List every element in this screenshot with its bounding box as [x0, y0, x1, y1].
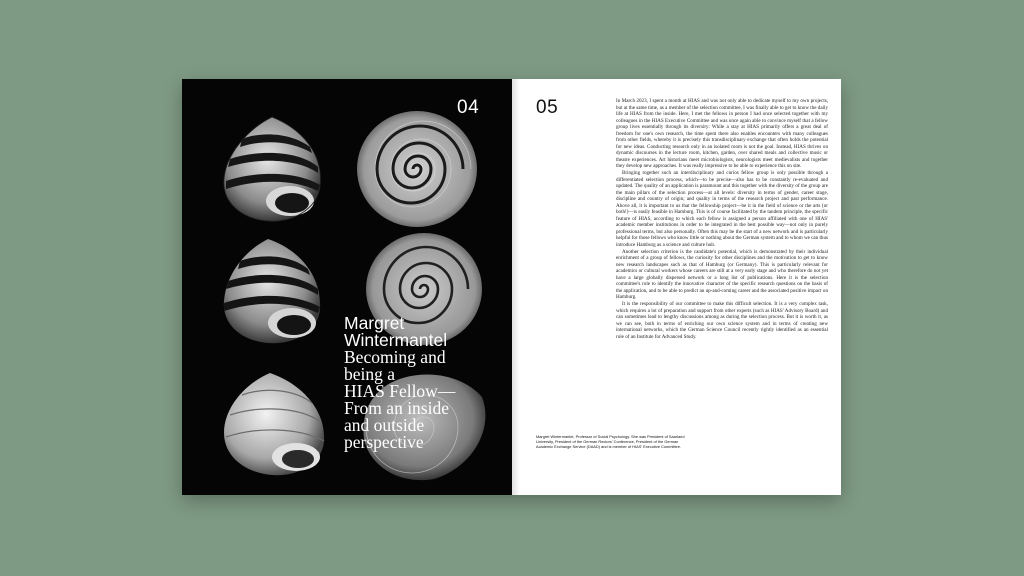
- snail-shell-pale-bottom: [212, 365, 336, 483]
- title-line: From an inside: [344, 398, 449, 418]
- title-line: perspective: [344, 432, 424, 452]
- page-number-right: 05: [536, 97, 559, 118]
- article-body: [616, 98, 828, 340]
- right-page: [512, 79, 841, 495]
- page-number-left: 04: [457, 97, 480, 118]
- author-bio: Margret Wintermantel, Professor of Social Psychology. She was President of Saarland University, President of the German Rectors' Conference, President of the German Academic Exchange Service (DAAD) and is member of HIAS' Executive Committee.: [536, 434, 685, 450]
- article-title-block: [344, 315, 509, 451]
- snail-shell-spiral-top: [352, 105, 482, 233]
- author-name: Margret Wintermantel: [344, 313, 448, 350]
- title-line: being a: [344, 364, 396, 384]
- left-page: [182, 79, 512, 495]
- body-paragraph: In March 2023, I spent a month at HIAS and was not only able to dedicate myself to my own projects, but at the same time, as a member of the selection committee, I was finally able to get to know the daily life at HIAS from the inside. Here, I met the fellows in person I had once selected together with my colleagues in the HIAS Executive Committee and was once again able to convince myself that a fellow group lives essentially through its diversity: While a stay at HIAS primarily offers a great deal of freedom for one's own research, the time spent there also enables encounters with many colleagues from other fields, whereby it is precisely this transdisciplinary exchange that often holds the potential for new ideas. Conducting research only in an isolated room is not the goal. Instead, HIAS thrives on dynamic discourses in the lecture room, kitchen, garden, over shared meals and collective music or theatre experiences. Art historians meet microbiologists, neurologists meet medievalists and together they develop new approaches. It was really impressive to be able to experience this on site.: [616, 98, 828, 170]
- title-line: HIAS Fellow—: [344, 381, 456, 401]
- body-paragraph: Another selection criterion is the candidate's potential, which is demonstrated by their individual enrichment of a group of fellows, the curiosity for other disciplines and the motivation to get to know new research landscapes such as that of Hamburg (or Germany). This is particularly relevant for academics or cultural workers whose careers are still at a very early stage and who therefore do not yet have a large globally dispersed network or a long list of publications. Here it is the selection committee's role to identify the innovative character of the specific research questions on the basis of the application, and to be able to predict an up-and-coming career and the associated positive impact on Hamburg.: [616, 248, 828, 301]
- snail-shell-striped-top: [212, 109, 332, 229]
- magazine-spread: [182, 79, 841, 495]
- title-line: and outside: [344, 415, 425, 435]
- snail-shell-striped-middle: [212, 233, 332, 351]
- body-paragraph: It is the responsibility of our committee to make this difficult selection. It is a very complex task, which requires a lot of preparation and support from other experts (such as HIAS' Advisory Board) and can sometimes lead to lengthy discussions among as during the selection process. But it is worth it, as we can see, both in terms of enriching our own science system and in terms of creating new international networks, which the German Science Council recently rightly identified as an essential role of an Institute for Advanced Study.: [616, 300, 828, 340]
- body-paragraph: Bringing together such an interdisciplinary and curios fellow group is only possible through a differentiated selection process, which—to be precise—also has to be constantly re-evaluated and updated. The quality of an application is paramount and this together with the diversity of the group are the main pillars of the selection process—at all levels: diversity in terms of gender, career stage, discipline and country of origin; and quality in terms of the research project and past performance. Above all, it is important to us that the fellowship project—be it in the field of science or the arts (or both!)—is easily feasible in Hamburg. This is of course facilitated by the tandem principle, the specific feature of HIAS, according to which each fellow is assigned a person affiliated with one of HIAS' academic member institutions in order to be integrated in the best possible way—not only in purely professional terms, but also personally. Often this may be the start of a new network and is particularly helpful for those fellows who know little or nothing about the German system and to whom we can thus introduce Hamburg as a science and culture hub.: [616, 170, 828, 249]
- title-line: Becoming and: [344, 347, 446, 367]
